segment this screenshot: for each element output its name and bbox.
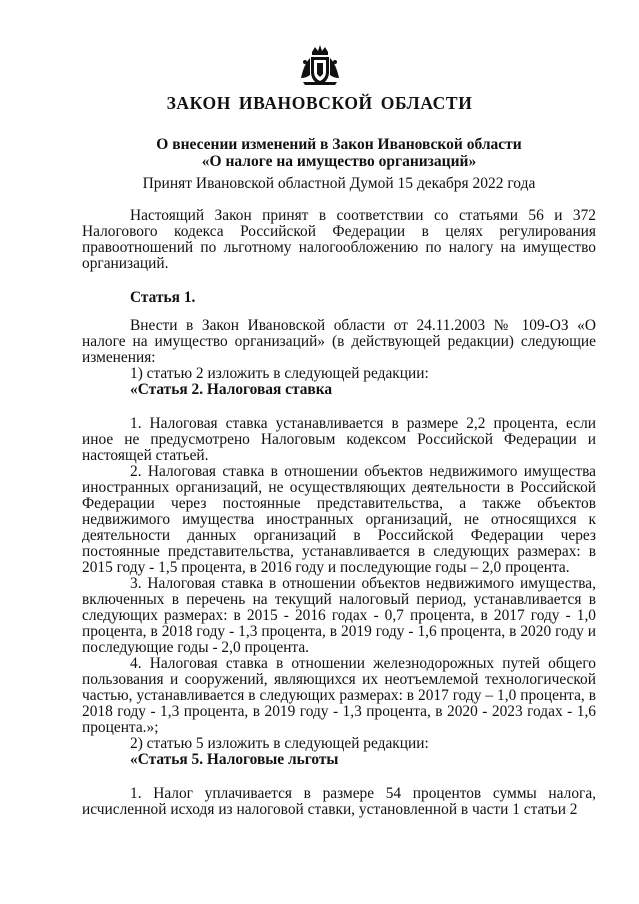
article-paragraph: 1. Налог уплачивается в размере 54 процентов суммы налога, исчисленной исходя из налоговой ставки, установленной в части 1 статьи 2 xyxy=(82,785,596,818)
law-subtitle xyxy=(82,136,596,170)
article-paragraph: 4. Налоговая ставка в отношении железнодорожных путей общего пользования и сооружений, являющихся их неотъемлемой технологической частью, устанавливается в следующих размерах: в 2017 году – 1,0 процента, в 2018 году - 1,3 процента, в 2019 году - 1,3 процента, в 2020 - 2023 годах - 1,6 процента.»; xyxy=(82,655,596,736)
article-paragraph: 3. Налоговая ставка в отношении объектов недвижимого имущества, включенных в перечень на текущий налоговый период, устанавливается в следующих размерах: в 2015 - 2016 годах - 0,7 процента, в 2017 году - 1,0 процента, в 2018 году - 1,3 процента, в 2019 году - 1,6 процента, в 2020 году и последующие годы - 2,0 процента. xyxy=(82,575,596,656)
article-paragraph: 1. Налоговая ставка устанавливается в размере 2,2 процента, если иное не предусмотрено Налоговым кодексом Российской Федерации и настоящей статьей. xyxy=(82,415,596,464)
law-title: ЗАКОН ИВАНОВСКОЙ ОБЛАСТИ xyxy=(166,93,473,113)
article-heading: «Статья 5. Налоговые льготы xyxy=(130,751,339,768)
subtitle-line: О внесении изменений в Закон Ивановской области xyxy=(156,136,522,153)
article-heading: «Статья 2. Налоговая ставка xyxy=(130,381,333,398)
coat-of-arms-icon xyxy=(298,44,342,88)
adoption-line: Принят Ивановской областной Думой 15 декабря 2022 года xyxy=(142,175,536,192)
list-item: 2) статью 5 изложить в следующей редакции: xyxy=(130,735,429,752)
article-paragraph: 2. Налоговая ставка в отношении объектов недвижимого имущества иностранных организаций, не осуществляющих деятельности в Российской Федерации через постоянные представительства, а также объектов недвижимого имущества иностранных организаций, не относящихся к деятельности данных организаций в Российской Федерации через постоянные представительства, устанавливается в следующих размерах: в 2015 году - 1,5 процента, в 2016 году и последующие годы – 2,0 процента. xyxy=(82,463,596,576)
law-body xyxy=(82,208,596,818)
article-paragraph: Внести в Закон Ивановской области от 24.11.2003 № 109-ОЗ «О налоге на имущество организаций» (в действующей редакции) следующие изменения: xyxy=(82,317,596,366)
intro-paragraph: Настоящий Закон принят в соответствии со статьями 56 и 372 Налогового кодекса Российской Федерации в целях регулирования правоотношений по льготному налогообложению по налогу на имущество организаций. xyxy=(82,207,596,272)
subtitle-line: «О налоге на имущество организаций» xyxy=(201,153,477,170)
article-heading: Статья 1. xyxy=(130,289,196,306)
list-item: 1) статью 2 изложить в следующей редакции: xyxy=(130,365,429,382)
